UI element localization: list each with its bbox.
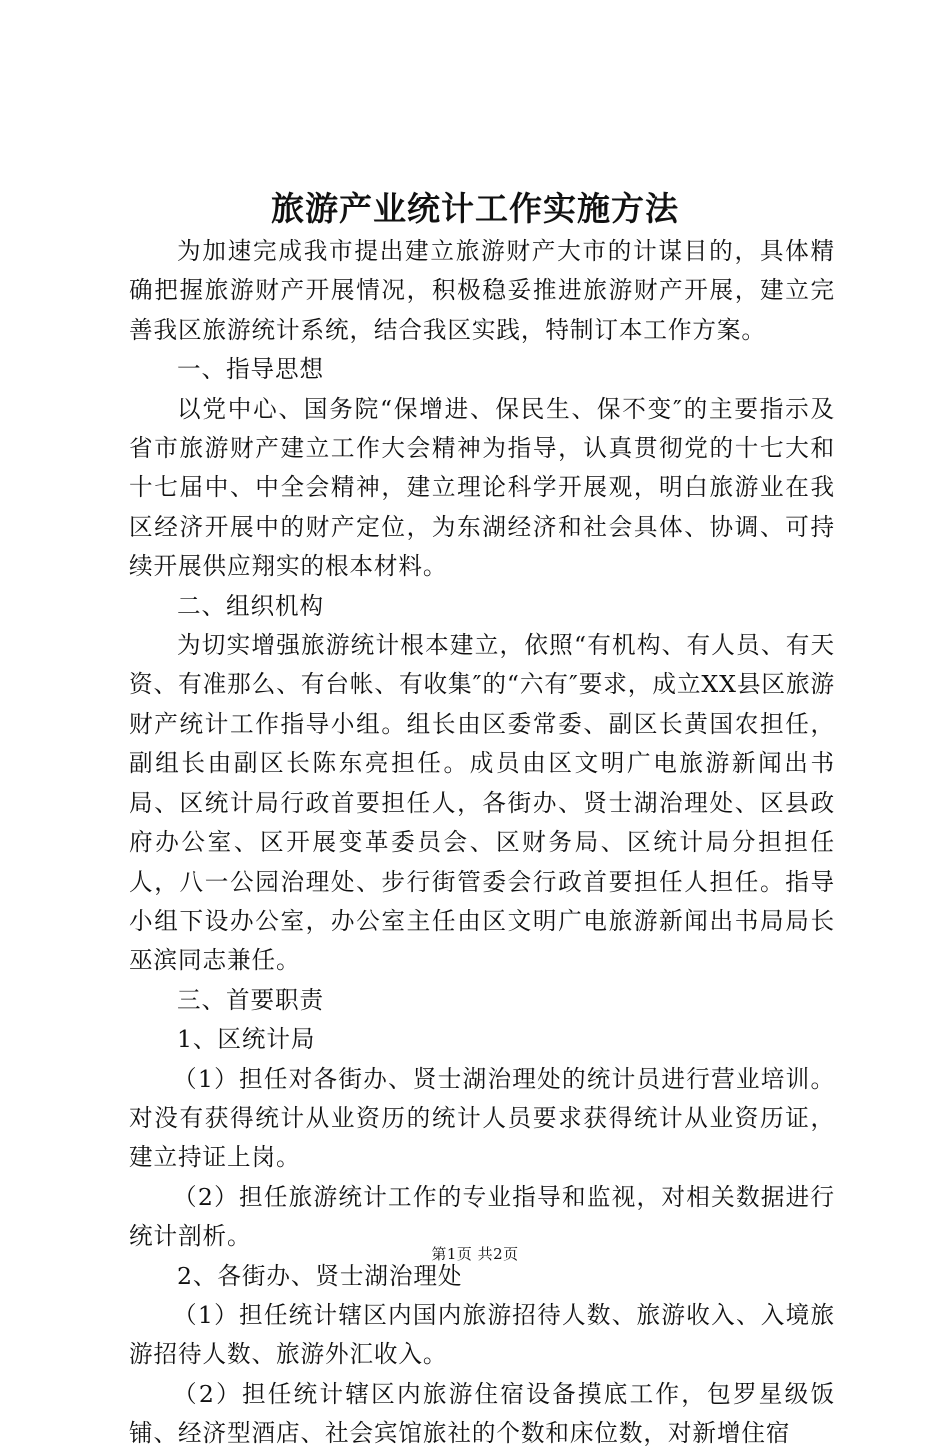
subheading-statistics-bureau: 1、区统计局 xyxy=(177,1025,316,1054)
intro-paragraph: 为加速完成我市提出建立旅游财产大市的计谋目的，具体精确把握旅游财产开展情况，积极稳妥推进旅游财产开展，建立完善我区旅游统计系统，结合我区实践，特制订本工作方案。 xyxy=(129,237,835,344)
duty-item-2-1: （1）担任统计辖区内国内旅游招待人数、旅游收入、入境旅游招待人数、旅游外汇收入。 xyxy=(129,1300,835,1369)
duty-item-1-2: （2）担任旅游统计工作的专业指导和监视，对相关数据进行统计剖析。 xyxy=(129,1182,835,1251)
duty-item-2-2: （2）担任统计辖区内旅游住宿设备摸底工作，包罗星级饭铺、经济型酒店、社会宾馆旅社的个数和床位数，对新增住宿 xyxy=(129,1379,835,1448)
duty-item-1-1: （1）担任对各街办、贤士湖治理处的统计员进行营业培训。对没有获得统计从业资历的统计人员要求获得统计从业资历证，建立持证上岗。 xyxy=(129,1064,835,1172)
document-title: 旅游产业统计工作实施方法 xyxy=(271,189,679,228)
subheading-street-offices: 2、各街办、贤士湖治理处 xyxy=(177,1261,463,1290)
guiding-ideology-paragraph: 以党中心、国务院“保增进、保民生、保不变″的主要指示及省市旅游财产建立工作大会精神为指导，认真贯彻党的十七大和十七届中、中全会精神，建立理论科学开展观，明白旅游业在我区经济开展中的财产定位，为东湖经济和社会具体、协调、可持续开展供应翔实的根本材料。 xyxy=(129,394,835,581)
section-heading-guiding-ideology: 一、指导思想 xyxy=(177,355,324,384)
section-heading-main-duties: 三、首要职责 xyxy=(177,985,324,1014)
organization-paragraph: 为切实增强旅游统计根本建立，依照“有机构、有人员、有天资、有准那么、有台帐、有收集″的“六有″要求，成立XX县区旅游财产统计工作指导小组。组长由区委常委、副区长黄国农担任，副组长由副区长陈东亮担任。成员由区文明广电旅游新闻出书局、区统计局行政首要担任人，各街办、贤士湖治理处、区县政府办公室、区开展变革委员会、区财务局、区统计局分担担任人，八一公园治理处、步行街管委会行政首要担任人担任。指导小组下设办公室，办公室主任由区文明广电旅游新闻出书局局长巫滨同志兼任。 xyxy=(129,631,835,975)
page-number-footer: 第1页 共2页 xyxy=(431,1245,519,1263)
section-heading-organization: 二、组织机构 xyxy=(177,591,324,620)
document-body xyxy=(129,232,835,1454)
